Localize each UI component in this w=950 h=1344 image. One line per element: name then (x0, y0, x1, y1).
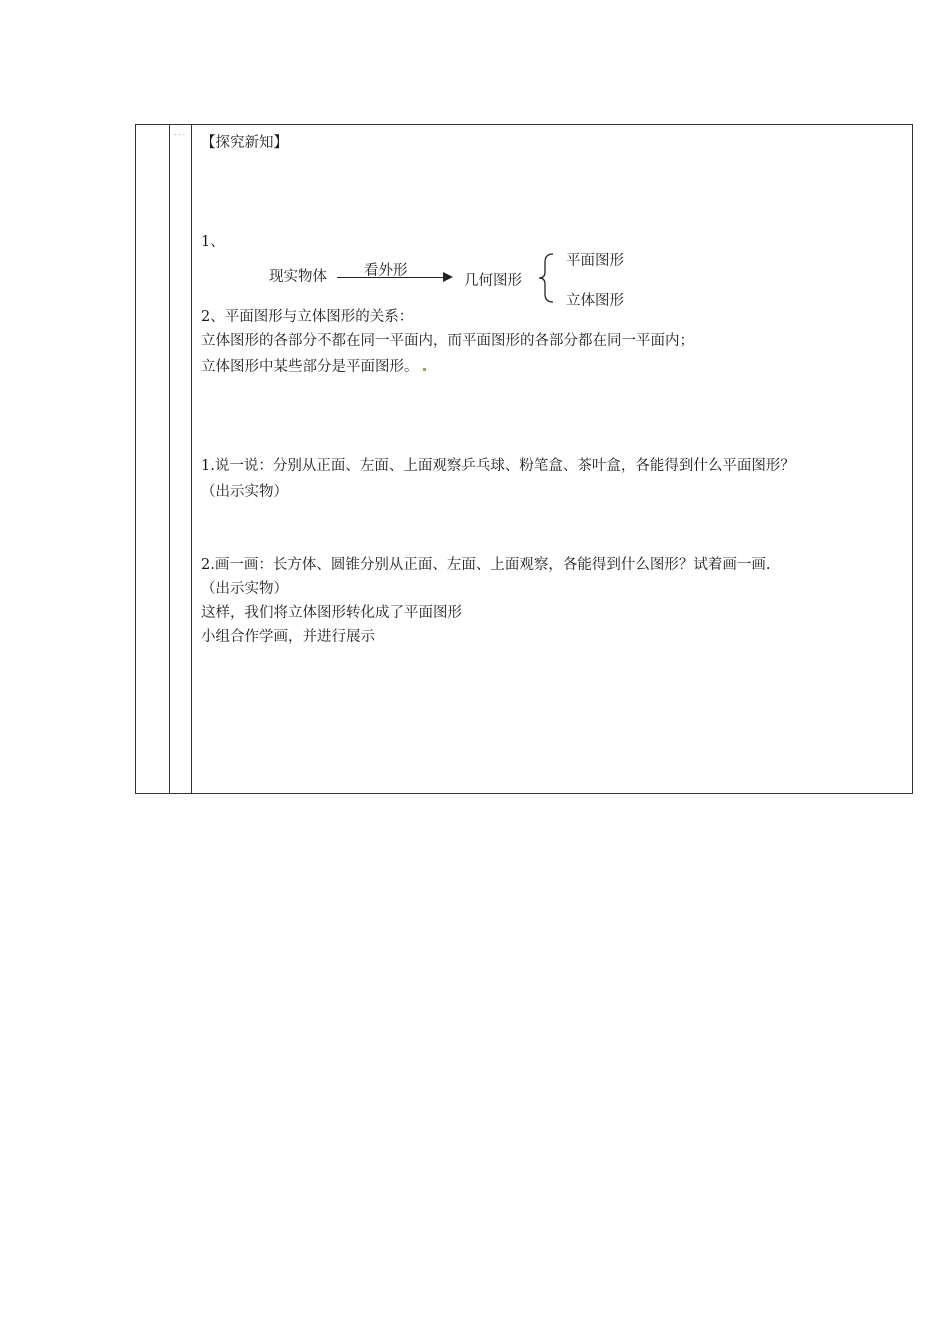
relation-title: 2、平面图形与立体图形的关系： (201, 309, 414, 325)
classification-diagram (201, 243, 761, 309)
geometric-figures-label: 几何图形 (464, 273, 522, 289)
arrow-label: 看外形 (364, 263, 408, 279)
brace-icon (537, 252, 557, 304)
plane-figures-label: 平面图形 (566, 253, 624, 269)
arrow-head-icon (443, 272, 453, 282)
item-one-number: 1、 (201, 234, 225, 250)
relation-line-1: 立体图形的各部分不都在同一平面内，而平面图形的各部分都在同一平面内； (201, 333, 694, 349)
conclusion-line: 这样，我们将立体图形转化成了平面图形 (201, 605, 462, 621)
activity-1-line-1: 1.说一说：分别从正面、左面、上面观察乒乓球、粉笔盒、茶叶盒，各能得到什么平面图形？ (201, 458, 795, 474)
group-work-line: 小组合作学画，并进行展示 (201, 629, 375, 645)
lesson-table (135, 124, 913, 794)
section-heading: 【探究新知】 (201, 135, 288, 151)
relation-line-2-row (201, 355, 426, 376)
table-column-divider (169, 125, 170, 793)
real-objects-label: 现实物体 (269, 269, 327, 285)
solid-figures-label: 立体图形 (566, 293, 624, 309)
content-cell (201, 125, 906, 793)
activity-2-line-2: （出示实物） (201, 581, 288, 597)
column-marks: · · · (174, 131, 186, 139)
green-mark (423, 368, 426, 371)
activity-2-line-1: 2.画一画：长方体、圆锥分别从正面、左面、上面观察，各能得到什么图形？试着画一画. (201, 557, 771, 573)
table-column-divider (191, 125, 192, 793)
relation-line-2: 立体图形中某些部分是平面图形。 (201, 359, 419, 375)
activity-1-line-2: （出示实物） (201, 484, 288, 500)
